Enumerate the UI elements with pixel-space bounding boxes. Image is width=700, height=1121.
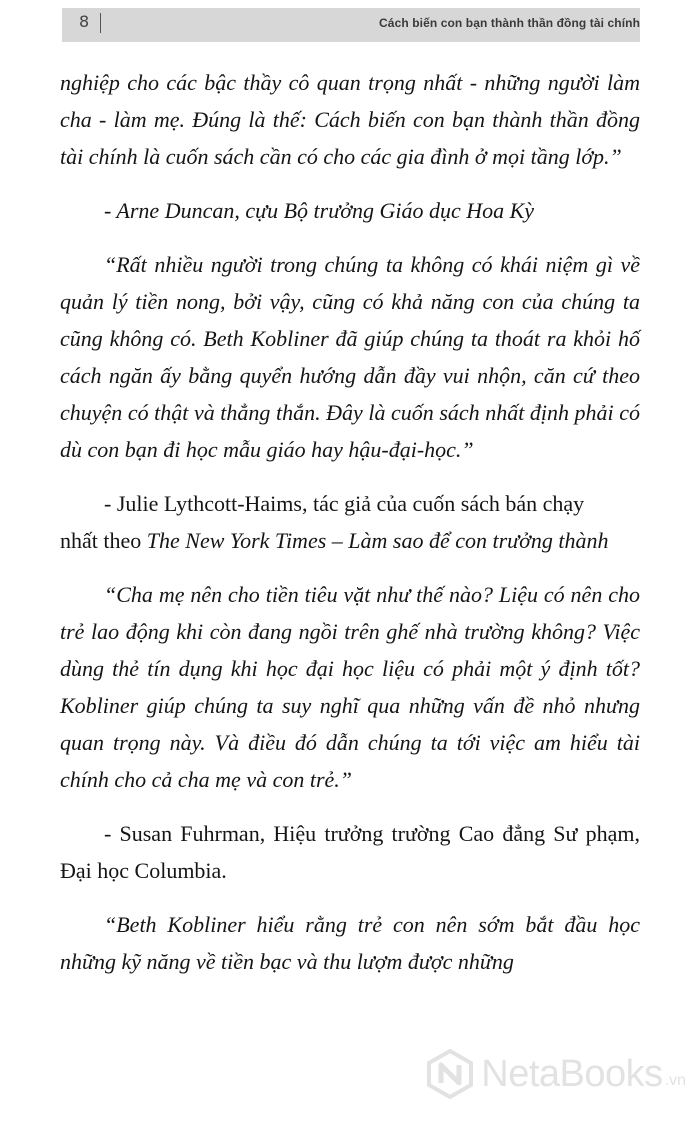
netabooks-logo-icon <box>425 1049 475 1099</box>
attribution-line <box>60 522 640 559</box>
quote-paragraph: “Cha mẹ nên cho tiền tiêu vặt như thế nào? Liệu có nên cho trẻ lao động khi còn đang ngồi trên ghế nhà trường không? Việc dùng thẻ tín dụng khi học đại học liệu có phải một ý định tốt? Kobliner giúp chúng ta suy nghĩ qua những vấn đề nhỏ nhưng quan trọng này. Và điều đó dẫn chúng ta tới việc am hiểu tài chính cho cả cha mẹ và con trẻ.” <box>60 582 640 792</box>
quote-paragraph: “Beth Kobliner hiểu rằng trẻ con nên sớm bắt đầu học những kỹ năng về tiền bạc và thu lượm được những <box>60 912 640 974</box>
quote-attribution: - Susan Fuhrman, Hiệu trưởng trường Cao đẳng Sư phạm, Đại học Columbia. <box>60 821 640 883</box>
page-body <box>60 64 640 997</box>
book-title: The New York Times – Làm sao để con trưởng thành <box>146 528 609 553</box>
attribution-text: nhất theo <box>60 528 147 553</box>
quote-attribution <box>60 485 640 559</box>
watermark-domain: .vn <box>664 1072 686 1089</box>
netabooks-watermark <box>425 1049 686 1099</box>
quote-paragraph: “Rất nhiều người trong chúng ta không có khái niệm gì về quản lý tiền nong, bởi vậy, cũng có khả năng con của chúng ta cũng không có. Beth Kobliner đã giúp chúng ta thoát ra khỏi hố cách ngăn ấy bằng quyển hướng dẫn đầy vui nhộn, căn cứ theo chuyện có thật và thẳng thắn. Đây là cuốn sách nhất định phải có dù con bạn đi học mẫu giáo hay hậu-đại-học.” <box>60 252 640 462</box>
page-number: 8 <box>79 12 90 31</box>
watermark-brand: NetaBooks <box>481 1052 663 1095</box>
header-divider <box>100 13 101 33</box>
running-title: Cách biến con bạn thành thần đồng tài chính <box>379 16 640 30</box>
attribution-line: - Julie Lythcott-Haims, tác giả của cuốn sách bán chạy <box>104 491 585 516</box>
quote-attribution: - Arne Duncan, cựu Bộ trưởng Giáo dục Hoa Kỳ <box>104 198 535 223</box>
quote-paragraph-continued: nghiệp cho các bậc thầy cô quan trọng nhất - những người làm cha - làm mẹ. Đúng là thế: Cách biến con bạn thành thần đồng tài chính là cuốn sách cần có cho các gia đình ở mọi tầng lớp.” <box>60 70 640 169</box>
